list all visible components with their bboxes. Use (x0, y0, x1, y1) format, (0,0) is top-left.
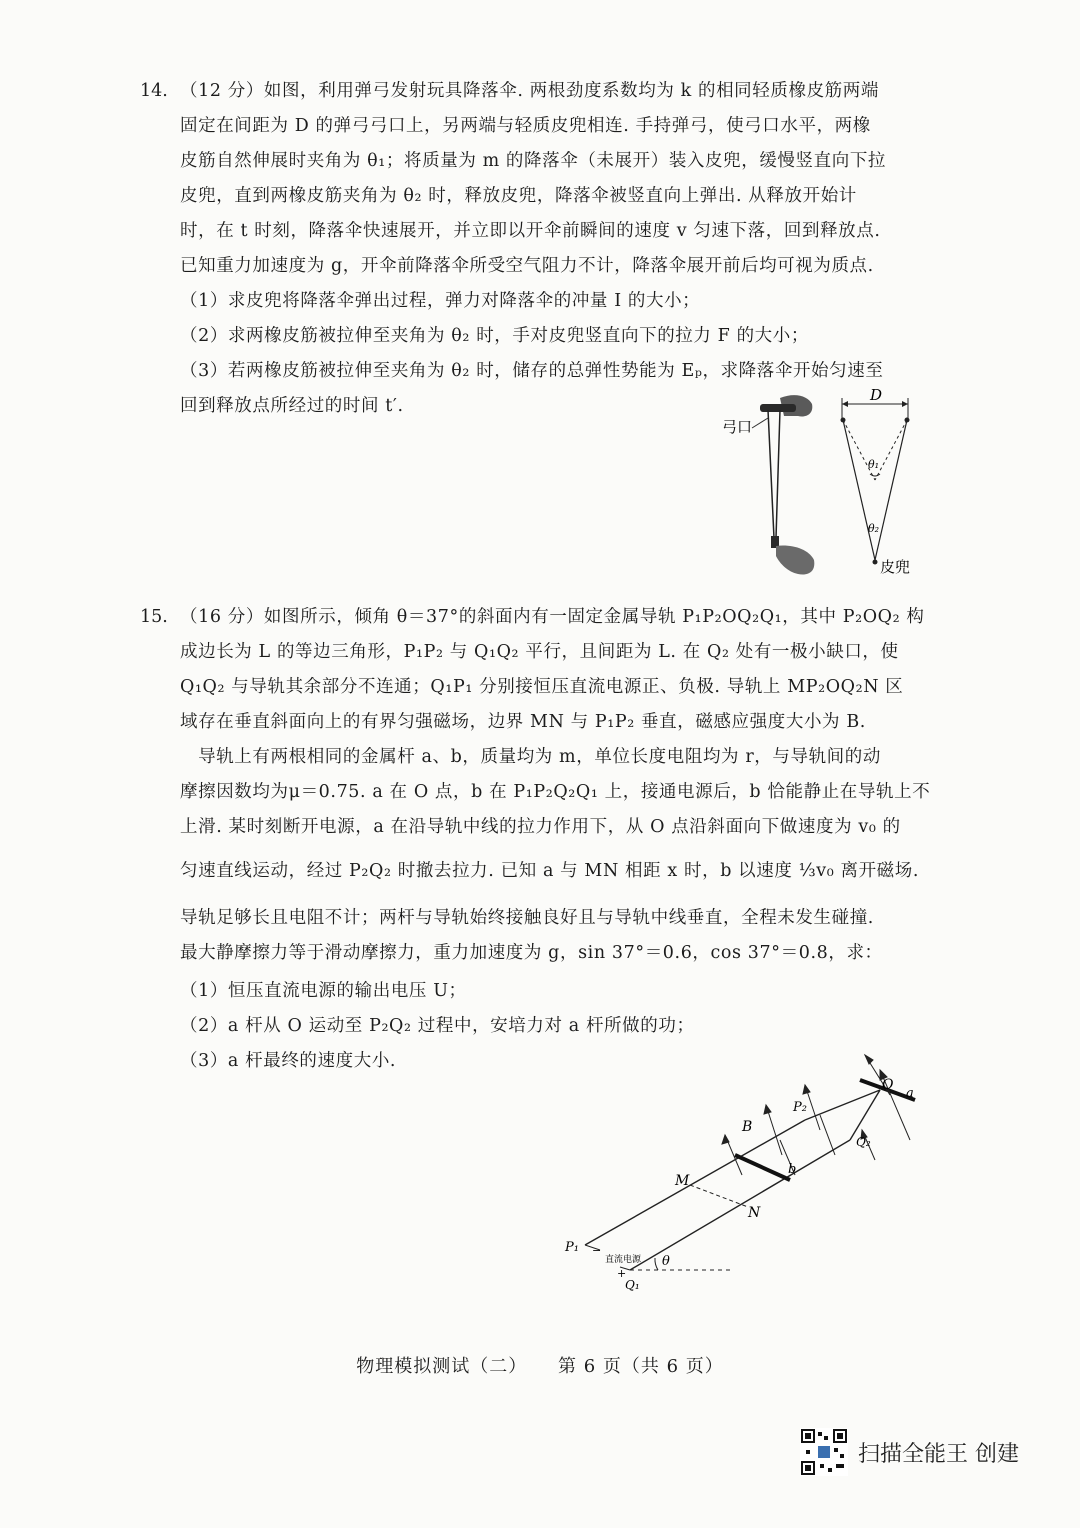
q15-line: 导轨上有两根相同的金属杆 a、b，质量均为 m，单位长度电阻均为 r，与导轨间的动 (180, 747, 881, 767)
q15-subquestion-1: （1）恒压直流电源的输出电压 U； (180, 981, 467, 1001)
q15-line: （16 分）如图所示，倾角 θ＝37°的斜面内有一固定金属导轨 P₁P₂OQ₂Q₁，其中 P₂OQ₂ 构 (180, 607, 925, 627)
slingshot-schematic (841, 388, 910, 565)
q14-line: 已知重力加速度为 g，开伞前降落伞所受空气阻力不计，降落伞展开前后均可视为质点. (180, 256, 874, 276)
q15-line: Q₁Q₂ 与导轨其余部分不连通；Q₁P₁ 分别接恒压直流电源正、负极. 导轨上 MP₂OQ₂N 区 (180, 677, 904, 697)
q14-line: 回到释放点所经过的时间 t′. (180, 396, 404, 416)
label-O: O (882, 1077, 894, 1093)
label-P2: P₂ (793, 1100, 807, 1115)
label-plus: + (617, 1267, 627, 1280)
label-Q1: Q₁ (625, 1278, 640, 1292)
q14-line: 固定在间距为 D 的弹弓弓口上，另两端与轻质皮兜相连. 手持弹弓，使弓口水平，两橡 (180, 116, 871, 136)
q15-line: 摩擦因数均为μ＝0.75. a 在 O 点，b 在 P₁P₂Q₂Q₁ 上，接通电源后，b 恰能静止在导轨上不 (180, 782, 931, 802)
q15-subquestion-3: （3）a 杆最终的速度大小. (180, 1051, 397, 1071)
label-b: b (788, 1162, 797, 1177)
label-theta1: θ₁ (868, 458, 880, 471)
q15-line: 最大静摩擦力等于滑动摩擦力，重力加速度为 g，sin 37°＝0.6，cos 37°＝0.8，求： (180, 943, 883, 963)
label-Q2: Q₂ (856, 1135, 871, 1149)
label-N: N (748, 1205, 761, 1221)
slingshot-photo (760, 395, 814, 574)
page-footer (0, 1352, 1080, 1378)
q15-line: 匀速直线运动，经过 P₂Q₂ 时撤去拉力. 已知 a 与 MN 相距 x 时，b 以速度 ⅓v₀ 离开磁场. (180, 861, 920, 881)
label-B: B (742, 1119, 753, 1135)
q14-subquestion-1: （1）求皮兜将降落伞弹出过程，弹力对降落伞的冲量 I 的大小； (180, 291, 701, 311)
label-mouth: 弓口 (722, 418, 753, 436)
slingshot-figure (710, 388, 930, 588)
rail-q2q1 (630, 1140, 850, 1270)
label-theta: θ (662, 1254, 670, 1269)
question-14-number: 14. (140, 81, 168, 101)
q14-line: 时，在 t 时刻，降落伞快速展开，并立即以开伞前瞬间的速度 v 匀速下落，回到释放点. (180, 221, 881, 241)
label-P1: P₁ (565, 1240, 579, 1255)
rod-b (735, 1155, 790, 1180)
q15-line: 导轨足够长且电阻不计；两杆与导轨始终接触良好且与导轨中线垂直，全程未发生碰撞. (180, 908, 874, 928)
rail-p1p2 (585, 1120, 805, 1245)
rail-figure (550, 1045, 930, 1295)
q14-subquestion-3: （3）若两橡皮筋被拉伸至夹角为 θ₂ 时，储存的总弹性势能为 Eₚ，求降落伞开始匀速至 (180, 361, 884, 381)
qr-code-icon (800, 1428, 848, 1476)
footer-page-number: 第 6 页（共 6 页） (557, 1356, 724, 1377)
label-pouch: 皮兜 (880, 558, 911, 576)
q15-line: 成边长为 L 的等边三角形，P₁P₂ 与 Q₁Q₂ 平行，且间距为 L. 在 Q₂ 处有一极小缺口，使 (180, 642, 899, 662)
rail-p2o (805, 1090, 880, 1120)
scanner-watermark (800, 1428, 1019, 1476)
question-15-number: 15. (140, 607, 168, 627)
q14-subquestion-2: （2）求两橡皮筋被拉伸至夹角为 θ₂ 时，手对皮兜竖直向下的拉力 F 的大小； (180, 326, 809, 346)
label-source: 直流电源 (605, 1255, 642, 1265)
q15-line: 上滑. 某时刻断开电源，a 在沿导轨中线的拉力作用下，从 O 点沿斜面向下做速度为 v₀ 的 (180, 817, 901, 837)
q15-subquestion-2: （2）a 杆从 O 运动至 P₂Q₂ 过程中，安培力对 a 杆所做的功； (180, 1016, 695, 1036)
label-theta2: θ₂ (868, 522, 880, 535)
label-minus: − (592, 1244, 602, 1257)
label-M: M (675, 1173, 690, 1189)
q15-line: 域存在垂直斜面向上的有界匀强磁场，边界 MN 与 P₁P₂ 垂直，磁感应强度大小为 B. (180, 712, 866, 732)
q14-line: 皮兜，直到两橡皮筋夹角为 θ₂ 时，释放皮兜，降落伞被竖直向上弹出. 从释放开始计 (180, 186, 857, 206)
rail-oq2 (850, 1090, 880, 1140)
footer-title: 物理模拟测试（二） (356, 1356, 528, 1377)
q14-line: 皮筋自然伸展时夹角为 θ₁；将质量为 m 的降落伞（未展开）装入皮兜，缓慢竖直向下拉 (180, 151, 887, 171)
label-a: a (906, 1086, 914, 1101)
boundary-mn (690, 1185, 748, 1207)
q14-line: （12 分）如图，利用弹弓发射玩具降落伞. 两根劲度系数均为 k 的相同轻质橡皮筋两端 (180, 81, 879, 101)
label-D: D (870, 388, 883, 404)
watermark-text: 扫描全能王 创建 (858, 1441, 1019, 1467)
